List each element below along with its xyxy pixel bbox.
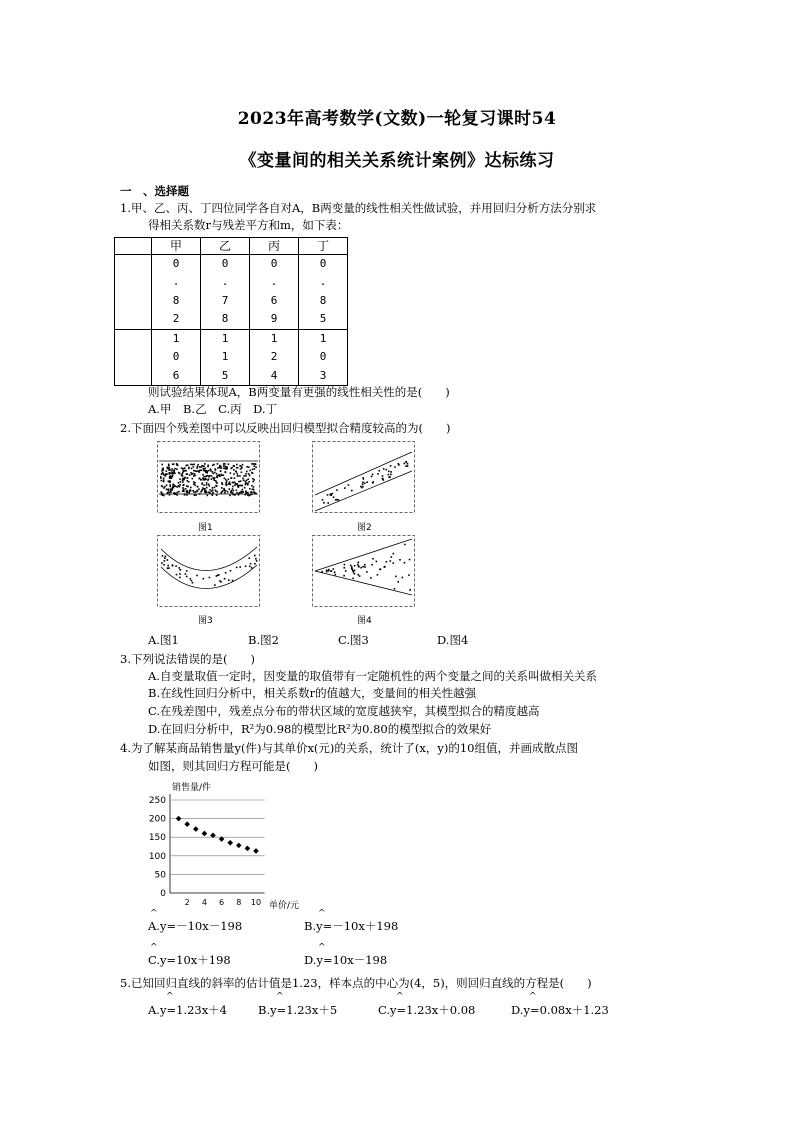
title-line1: 2023年高考数学(文数)一轮复习课时54 [237,109,557,129]
x-tick-label: 6 [219,898,225,907]
y-tick-label: 150 [148,833,166,844]
section-heading: 一 、选择题 [120,184,189,198]
scatter-point [236,843,242,849]
table-cell: 1 0 3 [299,330,348,386]
q5-option-d: D.y=0.08x＋1.23 [511,1003,609,1017]
scatter-point [176,816,182,822]
caption-fig2: 图2 [357,523,372,533]
q5-option-a: A.y=1.23x＋4 [148,1003,228,1017]
q3-option-b: B.在线性回归分析中，相关系数r的值越大，变量间的相关性越强 [148,686,477,700]
residual-plot-4 [312,535,415,607]
q4-line2: 如图，则其回归方程可能是( ) [148,759,318,773]
q5-option-b: B.y=1.23x＋5 [258,1003,338,1017]
title-line2: 《变量间的相关关系统计案例》达标练习 [239,151,555,171]
q1-line2: 得相关系数r与残差平方和m，如下表： [148,218,349,232]
scatter-point [227,840,233,846]
y-axis-label: 销售量/件 [172,783,212,793]
scatter-point [193,826,199,832]
q2-text: 2.下面四个残差图中可以反映出回归模型拟合精度较高的为( ) [120,421,451,435]
y-tick-label: 0 [160,889,166,899]
caption-fig3: 图3 [198,616,213,626]
y-tick-label: 250 [148,796,166,806]
x-tick-label: 10 [250,898,262,907]
y-tick-label: 100 [148,851,166,862]
q4-option-c: C.y=10x＋198 [148,953,231,967]
q2-option-d: D.图4 [437,633,469,647]
q3-option-d: D.在回归分析中，R²为0.98的模型比R²为0.80的模型拟合的效果好 [148,722,492,736]
x-tick-label: 8 [236,898,242,907]
x-tick-label: 4 [201,898,207,907]
scatter-point [202,831,208,837]
y-tick-label: 50 [154,870,166,881]
residual-plot-2 [312,441,415,513]
q3-option-c: C.在残差图中，残差点分布的带状区域的宽度越狭窄，其模型拟合的精度越高 [148,704,540,718]
table-header: 甲 [152,238,201,255]
residual-plot-3 [157,535,260,607]
table-header: 乙 [201,238,250,255]
table-cell: 0 . 8 5 [299,255,348,330]
scatter-point [184,821,190,827]
x-axis-label: 单价/元 [269,901,300,911]
row-label-m [115,330,152,386]
q4-option-a: A.y=－10x－198 [148,919,243,933]
table-header: 丁 [299,238,348,255]
q2-option-a: A.图1 [148,633,179,647]
q1-options: A.甲 B.乙 C.丙 D.丁 [148,402,278,416]
q3-option-a: A.自变量取值一定时，因变量的取值带有一定随机性的两个变量之间的关系叫做相关关系 [148,669,597,683]
x-tick-label: 2 [184,898,190,907]
q2-option-c: C.图3 [338,633,369,647]
table-cell: 0 . 6 9 [250,255,299,330]
residual-plot-1 [157,441,260,513]
table-cell: 0 . 8 2 [152,255,201,330]
q4-option-d: D.y=10x－198 [304,953,388,967]
q1-results-table [114,237,348,386]
q5-option-c: C.y=1.23x＋0.08 [378,1003,476,1017]
q4-line1: 4.为了解某商品销售量y(件)与其单价x(元)的关系，统计了(x，y)的10组值，并画成散点图 [120,741,578,755]
table-cell: 1 0 6 [152,330,201,386]
table-cell: 0 . 7 8 [201,255,250,330]
q1-line1: 1.甲、乙、丙、丁四位同学各自对A，B两变量的线性相关性做试验，并用回归分析方法分别求 [120,201,597,215]
table-header: 丙 [250,238,299,255]
table-corner [115,238,152,255]
sales-scatter-chart [140,778,340,913]
scatter-point [245,846,251,852]
q1-question: 则试验结果体现A，B两变量有更强的线性相关性的是( ) [148,385,450,399]
q3-text: 3.下列说法错误的是( ) [120,652,255,666]
table-cell: 1 2 4 [250,330,299,386]
row-label-r [115,255,152,330]
caption-fig4: 图4 [357,616,372,626]
q5-text: 5.已知回归直线的斜率的估计值是1.23，样本点的中心为(4，5)，则回归直线的方程是( ) [120,976,592,990]
table-cell: 1 1 5 [201,330,250,386]
caption-fig1: 图1 [198,523,213,533]
q4-option-b: B.y=－10x＋198 [304,919,399,933]
y-tick-label: 200 [148,814,166,825]
scatter-point [253,848,259,854]
q2-option-b: B.图2 [248,633,279,647]
